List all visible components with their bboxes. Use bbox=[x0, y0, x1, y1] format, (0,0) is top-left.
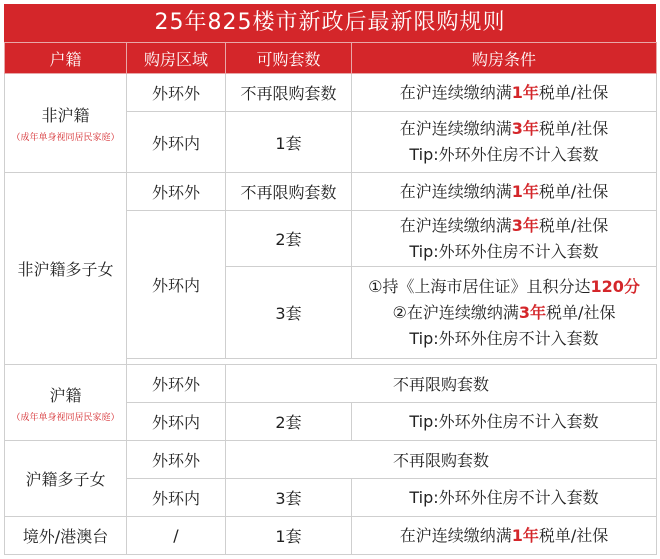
condition-cell bbox=[352, 74, 657, 112]
header-area: 购房区域 bbox=[127, 43, 226, 74]
category-local-multi bbox=[5, 441, 127, 517]
condition-tip: Tip:外环外住房不计入套数 bbox=[409, 145, 599, 164]
condition-highlight: 1年 bbox=[511, 525, 539, 545]
policy-table bbox=[4, 42, 657, 555]
condition-text: 税单/社保 bbox=[538, 119, 609, 138]
category-local bbox=[5, 365, 127, 441]
table-row bbox=[5, 441, 657, 479]
area-cell: 外环内 bbox=[127, 112, 226, 173]
merged-condition-cell: 不再限购套数 bbox=[226, 365, 657, 403]
category-non-local bbox=[5, 74, 127, 173]
area-cell: 外环外 bbox=[127, 74, 226, 112]
category-label: 非沪籍 bbox=[41, 106, 90, 125]
page-title: 25年825楼市新政后最新限购规则 bbox=[4, 4, 656, 42]
condition-tip: Tip:外环外住房不计入套数 bbox=[352, 403, 657, 441]
count-cell: 2套 bbox=[226, 403, 352, 441]
condition-cell bbox=[352, 517, 657, 555]
table-row bbox=[5, 365, 657, 403]
condition-highlight: 3年 bbox=[511, 119, 539, 138]
condition-highlight: 1年 bbox=[511, 82, 539, 102]
condition-highlight: 3年 bbox=[511, 215, 539, 235]
condition-highlight: 1年 bbox=[511, 181, 539, 201]
table-row bbox=[5, 74, 657, 112]
condition-tip: Tip:外环外住房不计入套数 bbox=[409, 328, 599, 348]
area-cell: 外环外 bbox=[127, 173, 226, 211]
condition-text: 税单/社保 bbox=[538, 82, 609, 102]
condition-text: 税单/社保 bbox=[538, 525, 609, 545]
category-note: （成年单身视同居民家庭） bbox=[11, 133, 120, 143]
area-cell: 外环外 bbox=[127, 441, 226, 479]
category-label: 沪籍多子女 bbox=[25, 470, 106, 489]
count-cell: 不再限购套数 bbox=[226, 173, 352, 211]
area-cell: 外环内 bbox=[127, 403, 226, 441]
category-label: 非沪籍多子女 bbox=[17, 260, 114, 279]
area-cell: 外环内 bbox=[127, 211, 226, 359]
category-note: （成年单身视同居民家庭） bbox=[11, 412, 120, 423]
category-label: 沪籍 bbox=[49, 385, 82, 405]
table-row bbox=[5, 517, 657, 555]
condition-cell bbox=[352, 211, 657, 267]
condition-text: 在沪连续缴纳满 bbox=[399, 82, 512, 102]
area-cell: 外环内 bbox=[127, 479, 226, 517]
condition-cell bbox=[352, 112, 657, 173]
condition-cell bbox=[352, 267, 657, 359]
count-cell: 不再限购套数 bbox=[226, 74, 352, 112]
condition-text: ②在沪连续缴纳满 bbox=[392, 302, 519, 322]
condition-highlight: 120分 bbox=[590, 276, 640, 296]
condition-text: 在沪连续缴纳满 bbox=[399, 119, 512, 138]
condition-text: 税单/社保 bbox=[538, 181, 609, 201]
count-cell: 1套 bbox=[226, 517, 352, 555]
category-label: 境外/港澳台 bbox=[22, 527, 109, 546]
condition-tip: Tip:外环外住房不计入套数 bbox=[409, 241, 599, 261]
header-household: 户籍 bbox=[5, 43, 127, 74]
header-row bbox=[5, 43, 657, 74]
condition-cell bbox=[352, 173, 657, 211]
condition-text: 在沪连续缴纳满 bbox=[399, 215, 512, 235]
condition-highlight: 3年 bbox=[518, 302, 547, 322]
count-cell: 1套 bbox=[226, 112, 352, 173]
count-cell: 3套 bbox=[226, 267, 352, 359]
condition-tip: Tip:外环外住房不计入套数 bbox=[352, 479, 657, 517]
count-cell: 3套 bbox=[226, 479, 352, 517]
area-cell: 外环外 bbox=[127, 365, 226, 403]
condition-text: 在沪连续缴纳满 bbox=[399, 181, 512, 201]
condition-text: 税单/社保 bbox=[546, 302, 616, 322]
condition-text: ①持《上海市居住证》且积分达 bbox=[368, 276, 591, 296]
condition-text: 在沪连续缴纳满 bbox=[399, 525, 512, 545]
count-cell: 2套 bbox=[226, 211, 352, 267]
merged-condition-cell: 不再限购套数 bbox=[226, 441, 657, 479]
category-overseas bbox=[5, 517, 127, 555]
condition-text: 税单/社保 bbox=[538, 215, 609, 235]
header-count: 可购套数 bbox=[226, 43, 352, 74]
header-condition: 购房条件 bbox=[352, 43, 657, 74]
table-row bbox=[5, 173, 657, 211]
area-cell: / bbox=[127, 517, 226, 555]
category-non-local-multi bbox=[5, 173, 127, 365]
